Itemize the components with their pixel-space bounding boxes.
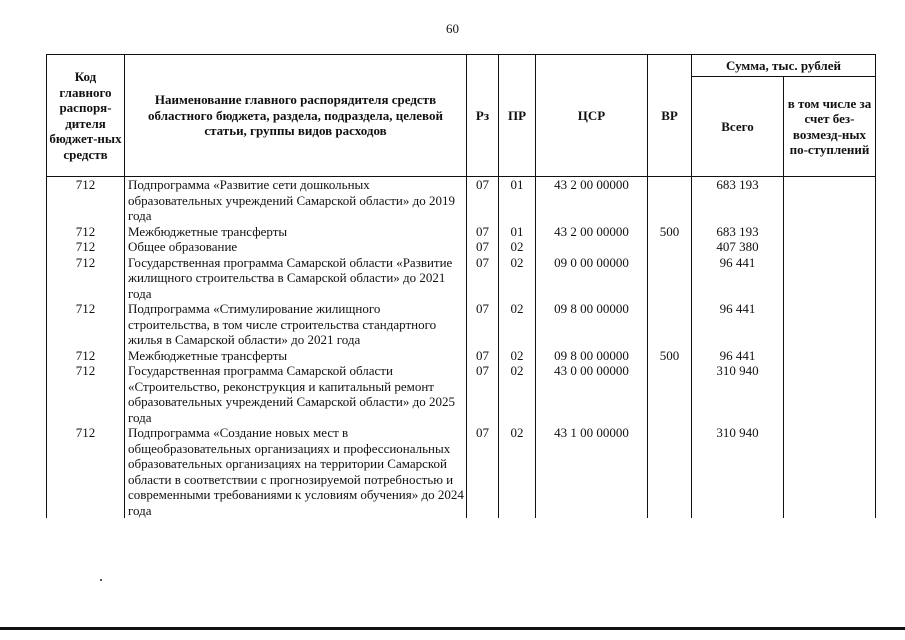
- cell-total: 310 940: [692, 425, 784, 518]
- cell-code: 712: [47, 348, 125, 364]
- cell-csr: [536, 239, 648, 255]
- table-row: [47, 348, 876, 364]
- header-code: Код главного распоря-дителя бюджет-ных средств: [47, 55, 125, 177]
- cell-total: 683 193: [692, 177, 784, 224]
- cell-pr: 02: [499, 255, 536, 302]
- cell-incl: [784, 301, 876, 348]
- cell-pr: 02: [499, 348, 536, 364]
- cell-incl: [784, 255, 876, 302]
- cell-csr: 09 8 00 00000: [536, 348, 648, 364]
- cell-name: Подпрограмма «Создание новых мест в общеобразовательных организациях и профессиональных образовательных организациях на территории Самарской области в соответствии с прогнозируемой потребностью и современными требованиями к условиям обучения» до 2024 года: [125, 425, 467, 518]
- table-row: [47, 301, 876, 348]
- cell-csr: 43 2 00 00000: [536, 224, 648, 240]
- cell-vr: [648, 239, 692, 255]
- table-body: [47, 177, 876, 519]
- header-sum: Сумма, тыс. рублей: [692, 55, 876, 77]
- cell-total: 96 441: [692, 255, 784, 302]
- cell-name: Подпрограмма «Стимулирование жилищного строительства, в том числе строительства стандартного жилья в Самарской области» до 2021 года: [125, 301, 467, 348]
- cell-csr: 43 2 00 00000: [536, 177, 648, 224]
- cell-total: 310 940: [692, 363, 784, 425]
- cell-pr: 02: [499, 301, 536, 348]
- cell-code: 712: [47, 224, 125, 240]
- cell-csr: 09 0 00 00000: [536, 255, 648, 302]
- table-row: [47, 177, 876, 224]
- cell-code: 712: [47, 177, 125, 224]
- cell-vr: 500: [648, 224, 692, 240]
- cell-total: 96 441: [692, 348, 784, 364]
- cell-csr: 43 1 00 00000: [536, 425, 648, 518]
- cell-pr: 02: [499, 425, 536, 518]
- scan-speck: [100, 579, 102, 581]
- cell-incl: [784, 425, 876, 518]
- cell-rz: 07: [467, 363, 499, 425]
- table-row: [47, 224, 876, 240]
- header-csr: ЦСР: [536, 55, 648, 177]
- page-number: 60: [446, 21, 459, 36]
- cell-name: Общее образование: [125, 239, 467, 255]
- cell-code: 712: [47, 255, 125, 302]
- table-header: [47, 55, 876, 177]
- cell-rz: 07: [467, 301, 499, 348]
- header-incl: в том числе за счет без-возмезд-ных по-ступлений: [784, 77, 876, 177]
- cell-code: 712: [47, 301, 125, 348]
- cell-name: Межбюджетные трансферты: [125, 348, 467, 364]
- cell-rz: 07: [467, 177, 499, 224]
- cell-total: 96 441: [692, 301, 784, 348]
- cell-name: Подпрограмма «Развитие сети дошкольных образовательных учреждений Самарской области» до 2019 года: [125, 177, 467, 224]
- cell-vr: [648, 425, 692, 518]
- cell-incl: [784, 224, 876, 240]
- cell-pr: 02: [499, 363, 536, 425]
- cell-csr: 09 8 00 00000: [536, 301, 648, 348]
- bottom-rule: [0, 627, 905, 630]
- cell-vr: 500: [648, 348, 692, 364]
- header-name: Наименование главного распорядителя средств областного бюджета, раздела, подраздела, целевой статьи, группы видов расходов: [125, 55, 467, 177]
- cell-name: Государственная программа Самарской области «Развитие жилищного строительства в Самарской области» до 2021 года: [125, 255, 467, 302]
- cell-incl: [784, 348, 876, 364]
- table-row: [47, 363, 876, 425]
- table-row: [47, 425, 876, 518]
- table-row: [47, 239, 876, 255]
- cell-incl: [784, 239, 876, 255]
- header-pr: ПР: [499, 55, 536, 177]
- cell-code: 712: [47, 363, 125, 425]
- cell-incl: [784, 363, 876, 425]
- header-total: Всего: [692, 77, 784, 177]
- cell-total: 683 193: [692, 224, 784, 240]
- cell-vr: [648, 363, 692, 425]
- cell-incl: [784, 177, 876, 224]
- cell-name: Государственная программа Самарской области «Строительство, реконструкция и капитальный ремонт образовательных учреждений Самарской области» до 2025 года: [125, 363, 467, 425]
- cell-name: Межбюджетные трансферты: [125, 224, 467, 240]
- cell-rz: 07: [467, 239, 499, 255]
- cell-code: 712: [47, 239, 125, 255]
- cell-total: 407 380: [692, 239, 784, 255]
- cell-pr: 01: [499, 224, 536, 240]
- table-row: [47, 255, 876, 302]
- cell-pr: 01: [499, 177, 536, 224]
- cell-rz: 07: [467, 348, 499, 364]
- header-vr: ВР: [648, 55, 692, 177]
- cell-csr: 43 0 00 00000: [536, 363, 648, 425]
- budget-table: [46, 54, 876, 518]
- header-rz: Рз: [467, 55, 499, 177]
- cell-rz: 07: [467, 425, 499, 518]
- cell-vr: [648, 177, 692, 224]
- cell-pr: 02: [499, 239, 536, 255]
- cell-rz: 07: [467, 255, 499, 302]
- cell-vr: [648, 301, 692, 348]
- cell-vr: [648, 255, 692, 302]
- cell-rz: 07: [467, 224, 499, 240]
- cell-code: 712: [47, 425, 125, 518]
